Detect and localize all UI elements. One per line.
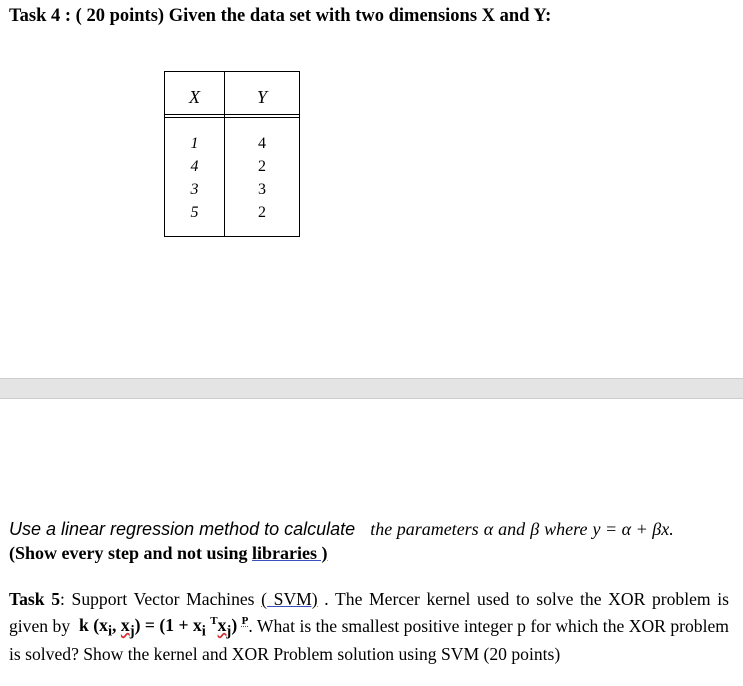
- page-break: [0, 378, 743, 399]
- y-value: 2: [258, 158, 266, 175]
- x-value: 1: [190, 135, 199, 152]
- header-rule: [165, 117, 299, 118]
- y-column: [225, 132, 299, 224]
- svm-abbr: ( SVM): [261, 589, 318, 609]
- beta-symbol: β: [530, 519, 540, 539]
- instruction-part: the parameters: [370, 519, 479, 539]
- task5-label: Task 5: [9, 589, 60, 609]
- x-value: 3: [190, 181, 199, 198]
- header-y: Y: [256, 87, 267, 107]
- y-value: 2: [258, 204, 266, 221]
- task5-text: : Support Vector Machines: [60, 589, 255, 609]
- alpha-symbol: α: [483, 519, 494, 539]
- x-column: [165, 132, 224, 224]
- libraries-link[interactable]: libraries ): [252, 543, 328, 563]
- data-table: [164, 71, 300, 237]
- task5-text: . The Mercer kernel used to solve the XOR problem is given by: [9, 589, 729, 636]
- header-rule: [165, 114, 299, 115]
- y-value: 4: [258, 135, 266, 152]
- x-value: 5: [190, 204, 199, 221]
- task4-heading: Task 4 : ( 20 points) Given the data set with two dimensions X and Y:: [9, 6, 552, 26]
- y-value: 3: [258, 181, 266, 198]
- header-x: X: [189, 87, 200, 107]
- instruction-text: [9, 519, 674, 540]
- instruction-part: where: [544, 519, 588, 539]
- note-text: (Show every step and not using: [9, 543, 253, 563]
- regression-equation: y = α + βx.: [592, 519, 674, 539]
- task5-paragraph: [9, 588, 729, 666]
- instruction-note: [9, 543, 328, 564]
- instruction-part: and: [498, 519, 526, 539]
- task5-text: . What is the smallest positive integer p for which the XOR problem is solved? Show the kernel and XOR Problem solution using SVM (20 points): [9, 615, 729, 665]
- kernel-formula: k ($x_i$, $x_j) = (1 + x_i$ $^Tx_j$) $^P$: [79, 615, 249, 640]
- instruction-part: Use a linear regression method to calculate: [9, 519, 356, 539]
- x-value: 4: [190, 158, 199, 175]
